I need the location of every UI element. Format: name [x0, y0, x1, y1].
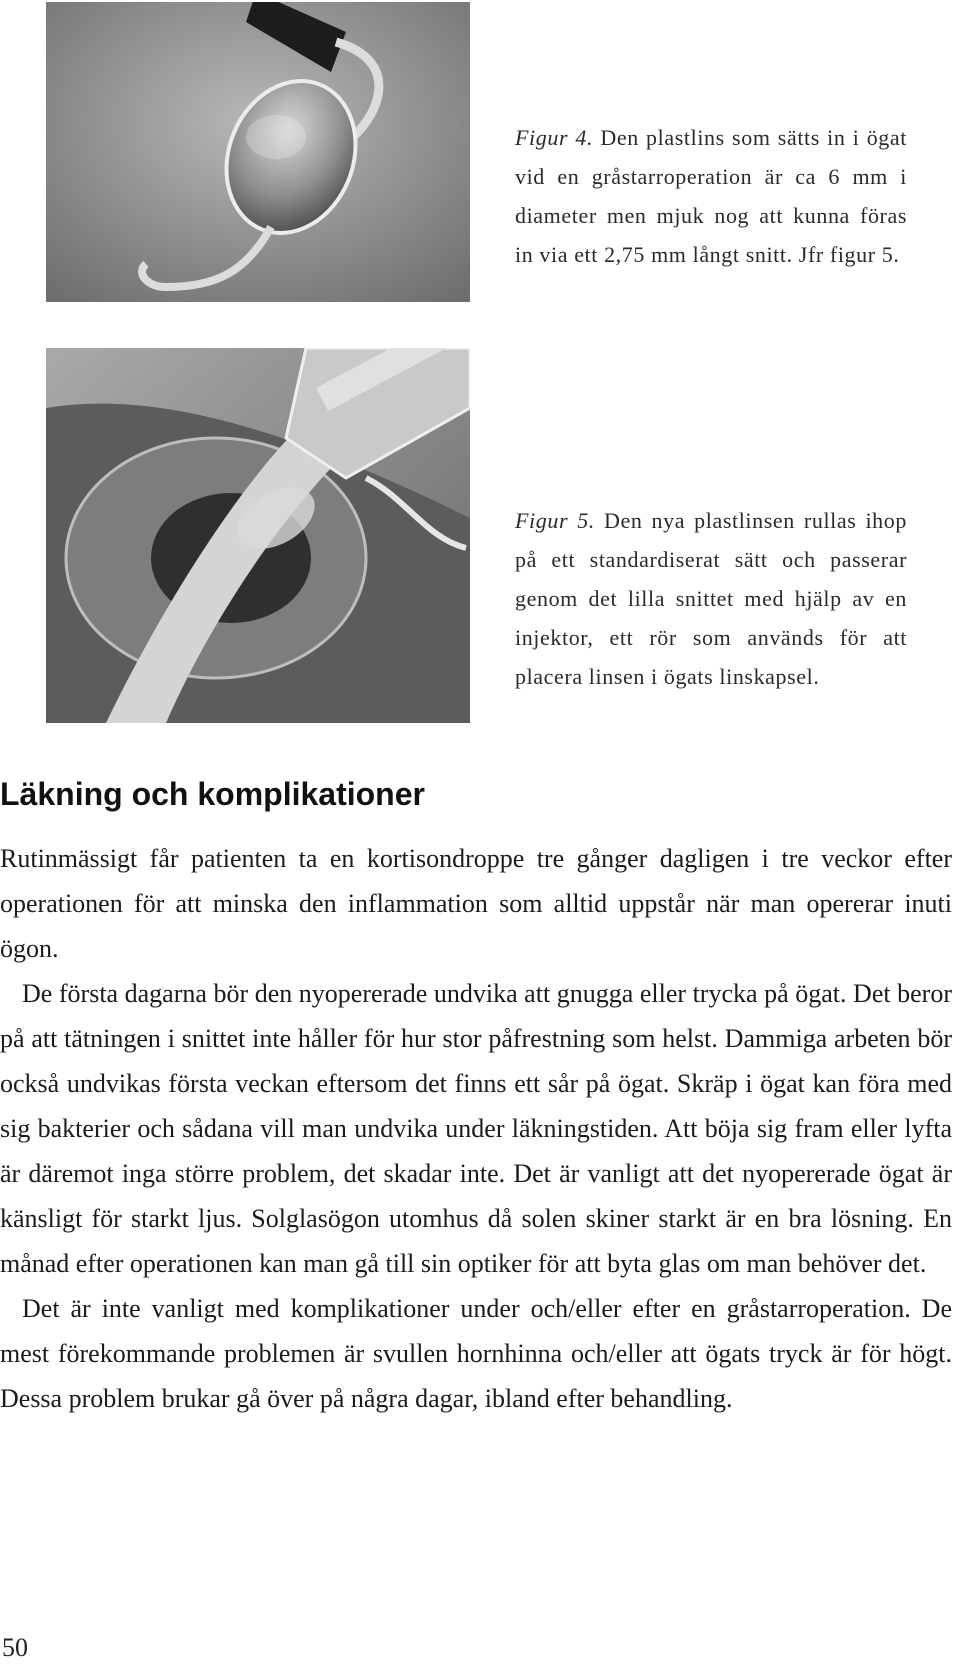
paragraph: De första dagarna bör den nyopererade undvika att gnugga eller trycka på ögat. Det beror på att tätningen i snittet inte håller för hur stor påfrestning som helst. Dammiga arbeten bör också undvikas första veckan eftersom det finns ett sår på ögat. Skräp i ögat kan föra med sig bakterier och sådana vill man undvika under läkningstiden. Att böja sig fram eller lyfta är däremot inga större problem, det skadar inte. Det är vanligt att det nyopererade ögat är känsligt för starkt ljus. Solglasögon utomhus då solen skiner starkt är en bra lösning. En månad efter operationen kan man gå till sin optiker för att byta glas om man behöver det. — [0, 979, 952, 1278]
figure-4-label: Figur 4. — [515, 125, 594, 150]
figure-4-image — [46, 2, 470, 302]
section-heading: Läkning och komplikationer — [0, 776, 425, 812]
figure-4-caption-text: Den plastlins som sätts in i ögat vid en gråstarroperation är ca 6 mm i diameter men mjuk nog att kunna föras in via ett 2,75 mm långt snitt. Jfr figur 5. — [515, 125, 907, 267]
body-text — [0, 836, 952, 1421]
figure-5-caption — [515, 501, 907, 696]
paragraph: Det är inte vanligt med komplikationer under och/eller efter en gråstarroperation. De mest förekommande problemen är svullen hornhinna och/eller att ögats tryck är för högt. Dessa problem brukar gå över på några dagar, ibland efter behandling. — [0, 1294, 952, 1413]
paragraph: Rutinmässigt får patienten ta en kortisondroppe tre gånger dagligen i tre veckor efter operationen för att minska den inflammation som alltid uppstår när man opererar inuti ögon. — [0, 844, 952, 963]
figure-5-image — [46, 348, 470, 723]
figure-5-label: Figur 5. — [515, 508, 595, 533]
figure-4-caption — [515, 118, 907, 274]
figure-5-caption-text: Den nya plastlinsen rullas ihop på ett standardiserat sätt och passerar genom det lilla snittet med hjälp av en injektor, ett rör som används för att placera linsen i ögats linskapsel. — [515, 508, 907, 689]
page-number: 50 — [2, 1633, 28, 1662]
